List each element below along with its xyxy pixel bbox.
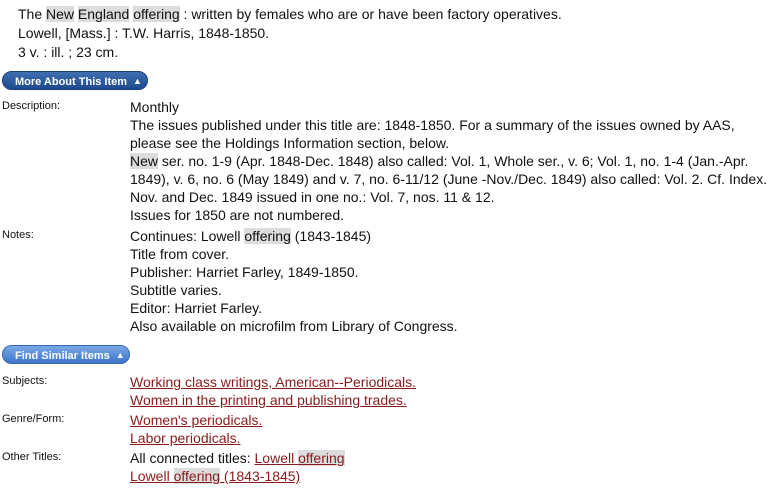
- genre-value: [130, 411, 262, 447]
- physical-description: 3 v. : ill. ; 23 cm.: [18, 44, 119, 60]
- record-header: [18, 5, 562, 62]
- notes-line: Editor: Harriet Farley.: [130, 300, 262, 316]
- more-about-label: More About This Item: [15, 76, 128, 88]
- term-highlight: offering: [298, 450, 345, 466]
- description-text: ser. no. 1-9 (Apr. 1848-Dec. 1848) also called: Vol. 1, Whole ser., v. 6; Vol. 1, no. 1-4 (Jan.-Apr.: [161, 153, 749, 169]
- lowell-offering-link[interactable]: [255, 450, 345, 466]
- description-line: [130, 152, 767, 170]
- title-highlight: offering: [133, 6, 180, 22]
- lowell-offering-1843-link[interactable]: [130, 468, 300, 484]
- record-title: [18, 5, 562, 24]
- description-line: 1849), v. 6, no. 6 (May 1849) and v. 7, no. 6-11/12 (June -Nov./Dec. 1849) also called: Vol. 2. Cf. Index.: [130, 171, 768, 187]
- title-part: The: [18, 6, 47, 22]
- publication-info: Lowell, [Mass.] : T.W. Harris, 1848-1850.: [18, 25, 270, 41]
- term-highlight: offering: [173, 468, 221, 484]
- description-line: The issues published under this title are: 1848-1850. For a summary of the issues owned by AAS,: [130, 117, 735, 133]
- notes-value: [130, 227, 458, 335]
- term-highlight: New: [130, 153, 159, 169]
- notes-line: Title from cover.: [130, 246, 230, 262]
- subject-link[interactable]: Women in the printing and publishing trades.: [130, 392, 407, 408]
- term-highlight: offering: [244, 228, 291, 244]
- find-similar-label: Find Similar Items: [15, 350, 110, 362]
- link-text: Lowell: [254, 450, 299, 466]
- more-about-button[interactable]: [2, 71, 148, 90]
- other-titles-line: [130, 449, 345, 467]
- notes-line: Also available on microfilm from Library of Congress.: [130, 318, 458, 334]
- description-line: Nov. and Dec. 1849 issued in one no.: Vol. 7, nos. 11 & 12.: [130, 189, 495, 205]
- caret-up-icon: ▲: [115, 350, 125, 360]
- subjects-value: [130, 373, 416, 409]
- caret-up-icon: ▲: [133, 76, 142, 86]
- notes-text: Continues: Lowell: [130, 228, 245, 244]
- link-text: Lowell: [130, 468, 174, 484]
- description-line: Monthly: [130, 99, 180, 115]
- genre-link[interactable]: Labor periodicals.: [130, 430, 241, 446]
- title-highlight: New: [46, 6, 75, 22]
- genre-link[interactable]: Women's periodicals.: [130, 412, 263, 428]
- description-label: Description:: [2, 100, 61, 112]
- subject-link[interactable]: Working class writings, American--Periodicals.: [130, 374, 417, 390]
- subjects-label: Subjects:: [2, 375, 48, 387]
- other-titles-value: [130, 449, 345, 485]
- other-titles-line: [130, 467, 345, 485]
- title-highlight: England: [77, 6, 130, 22]
- notes-line: Publisher: Harriet Farley, 1849-1850.: [130, 264, 359, 280]
- description-value: [130, 98, 767, 224]
- title-part: : written by females who are or have been factory operatives.: [179, 6, 562, 22]
- description-line: Issues for 1850 are not numbered.: [130, 207, 345, 223]
- notes-text: (1843-1845): [290, 228, 372, 244]
- notes-label: Notes:: [2, 229, 34, 241]
- find-similar-button[interactable]: [2, 345, 130, 364]
- notes-line: [130, 227, 458, 245]
- description-line: please see the Holdings Information section, below.: [130, 135, 450, 151]
- genre-label: Genre/Form:: [2, 413, 65, 425]
- link-text: (1843-1845): [220, 468, 301, 484]
- other-titles-label: Other Titles:: [2, 451, 62, 463]
- other-titles-prefix: All connected titles:: [130, 450, 255, 466]
- notes-line: Subtitle varies.: [130, 282, 222, 298]
